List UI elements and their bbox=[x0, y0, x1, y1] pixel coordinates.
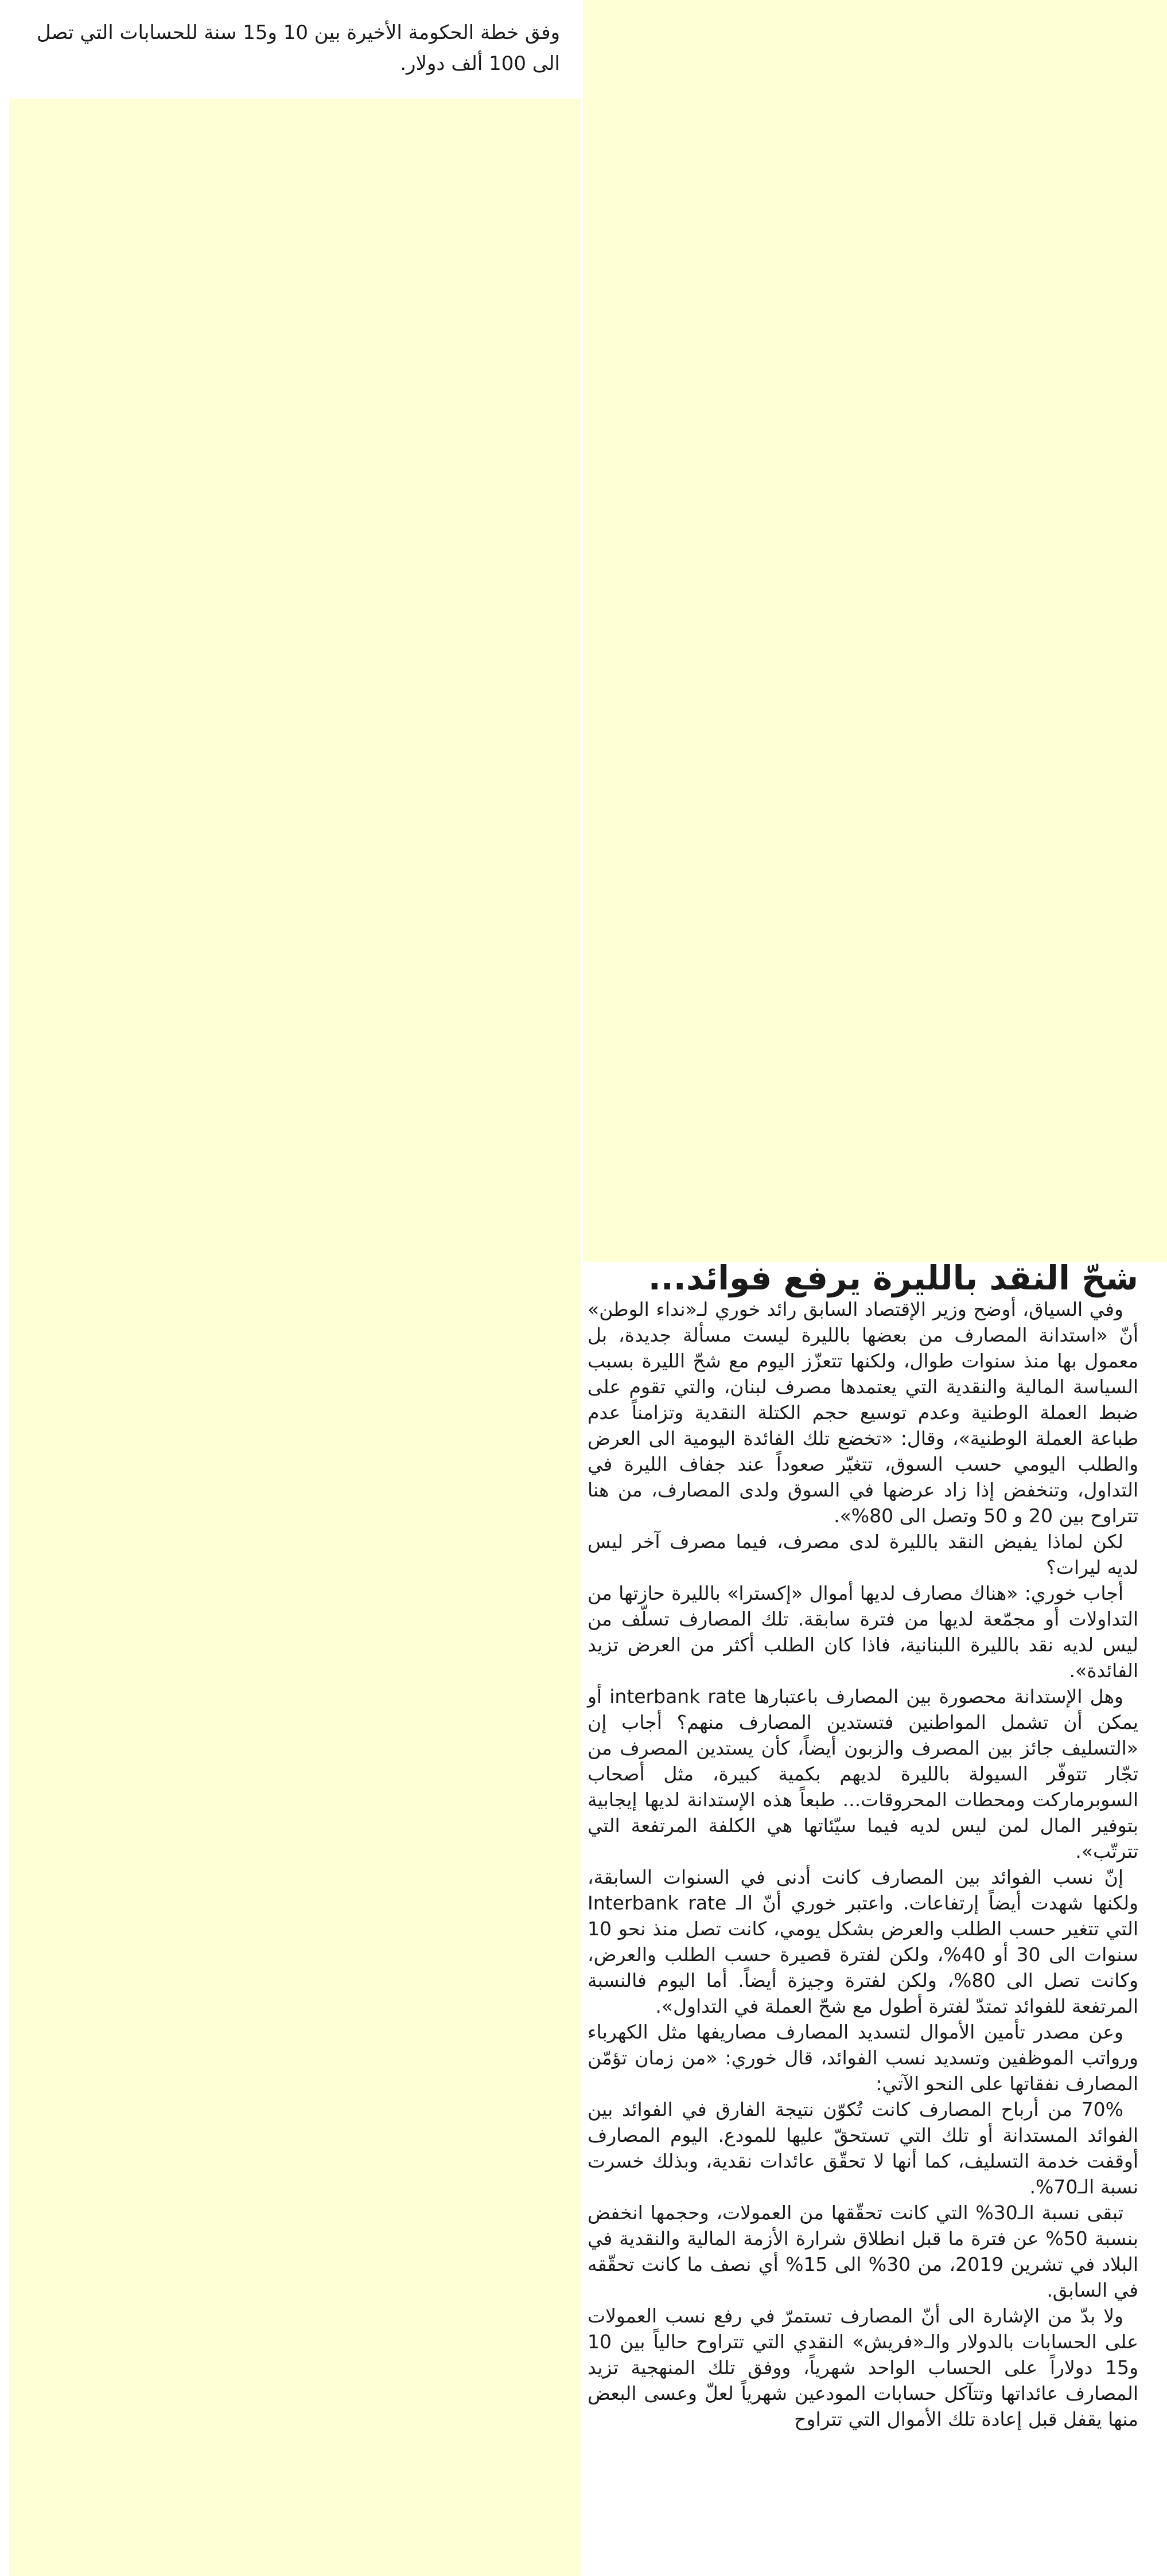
left-column-panel bbox=[9, 99, 581, 2576]
article-paragraph: ولا بدّ من الإشارة الى أنّ المصارف تستمرّ في رفع نسب العمولات على الحسابات بالدولار والـ«فريش» النقدي التي تتراوح حالياً بين 10 و15 دولاراً على الحساب الواحد شهرياً، ووفق تلك المنهجية تزيد المصارف عائداتها وتتآكل حسابات المودعين شهرياً لعلّ وعسى البعض منها يقفل قبل إعادة تلك الأموال التي تتراوح bbox=[588, 2305, 1138, 2430]
continued-text-block bbox=[9, 17, 560, 79]
article-paragraph: لكن لماذا يفيض النقد بالليرة لدى مصرف، فيما مصرف آخر ليس لديه ليرات؟ bbox=[588, 1530, 1138, 1579]
article-paragraph: إنّ نسب الفوائد بين المصارف كانت أدنى في السنوات السابقة، ولكنها شهدت أيضاً إرتفاعات. واعتبر خوري أنّ الـ Interbank rate التي تتغير حسب الطلب والعرض بشكل يومي، كانت تصل منذ نحو 10 سنوات الى 30 أو 40%، ولكن لفترة قصيرة حسب الطلب والعرض، وكانت تصل الى 80%، ولكن لفترة وجيزة أيضاً. أما اليوم فالنسبة المرتفعة للفوائد تمتدّ لفترة أطول مع شحّ العملة في التداول». bbox=[588, 1866, 1138, 2017]
article-title: شحّ النقد بالليرة يرفع فوائد... bbox=[648, 1258, 1138, 1297]
right-column-top-panel bbox=[583, 0, 1167, 1262]
article-paragraph: أجاب خوري: «هناك مصارف لديها أموال «إكسترا» بالليرة حازتها من التداولات أو مجمّعة لديها من فترة سابقة. تلك المصارف تسلّف من ليس لديه نقد بالليرة اللبنانية، فاذا كان الطلب أكثر من العرض تزيد الفائدة». bbox=[588, 1582, 1138, 1682]
article bbox=[588, 1260, 1138, 2432]
article-paragraph: وعن مصدر تأمين الأموال لتسديد المصارف مصاريفها مثل الكهرباء ورواتب الموظفين وتسديد نسب الفوائد، قال خوري: «من زمان تؤمّن المصارف نفقاتها على النحو الآتي: bbox=[588, 2021, 1138, 2095]
article-paragraph: وفي السياق، أوضح وزير الإقتصاد السابق رائد خوري لـ«نداء الوطن» أنّ «استدانة المصارف من بعضها بالليرة ليست مسألة جديدة، بل معمول بها منذ سنوات طوال، ولكنها تتعزّز اليوم مع شحّ الليرة بسبب السياسة المالية والنقدية التي يعتمدها مصرف لبنان، والتي تقوم على ضبط العملة الوطنية وعدم توسيع حجم الكتلة النقدية وتزامناً عدم طباعة العملة الوطنية»، وقال: «تخضع تلك الفائدة اليومية الى العرض والطلب اليومي حسب السوق، تتغيّر صعوداً عند جفاف الليرة في التداول، وتنخفض إذا زاد عرضها في السوق ولدى المصارف، من هنا تتراوح بين 20 و 50 وتصل الى 80%». bbox=[588, 1298, 1138, 1527]
article-paragraph: وهل الإستدانة محصورة بين المصارف باعتبارها interbank rate أو يمكن أن تشمل المواطنين فتستدين المصارف منهم؟ أجاب إن «التسليف جائز بين المصرف والزبون أيضاً، كأن يستدين المصرف من تجّار تتوفّر السيولة بالليرة لديهم بكمية كبيرة، مثل أصحاب السوبرماركت ومحطات المحروقات... طبعاً هذه الإستدانة لديها إيجابية بتوفير المال لمن ليس لديه فيما سيّئاتها هي الكلفة المرتفعة التي تترتّب». bbox=[588, 1685, 1138, 1862]
article-paragraph: تبقى نسبة الـ30% التي كانت تحقّقها من العمولات، وحجمها انخفض بنسبة 50% عن فترة ما قبل انطلاق شرارة الأزمة المالية والنقدية في البلاد في تشرين 2019، من 30% الى 15% أي نصف ما كانت تحقّقه في السابق. bbox=[588, 2201, 1138, 2301]
continued-text: وفق خطة الحكومة الأخيرة بين 10 و15 سنة للحسابات التي تصل الى 100 ألف دولار. bbox=[36, 21, 560, 75]
article-paragraph: 70% من أرباح المصارف كانت تُكوّن نتيجة الفارق في الفوائد بين الفوائد المستدانة أو تلك التي تستحقّ عليها للمودع. اليوم المصارف أوقفت خدمة التسليف، كما أنها لا تحقّق عائدات نقدية، وبذلك خسرت نسبة الـ70%. bbox=[588, 2098, 1138, 2198]
